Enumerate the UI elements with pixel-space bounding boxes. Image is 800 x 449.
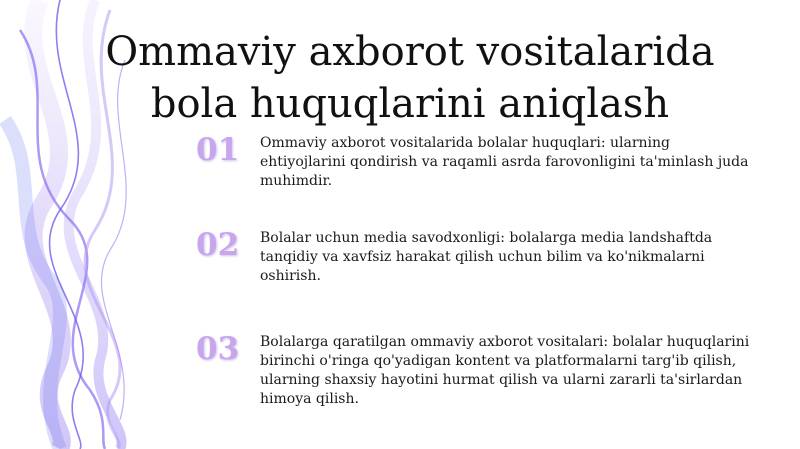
item-number: 03	[196, 331, 240, 367]
item-text: Bolalar uchun media savodxonligi: bolalarga media landshaftda tanqidiy va xavfsiz harakat qilish uchun bilim va ko'nikmalarni oshirish.	[260, 230, 713, 284]
item-number: 02	[196, 227, 240, 263]
item-text: Ommaviy axborot vositalarida bolalar huquqlari: ularning ehtiyojlarini qondirish va raqamli asrda farovonligini ta'minlash juda muhimdir.	[260, 135, 749, 189]
slide-title: Ommaviy axborot vositalarida bola huquqlarini aniqlash	[105, 29, 715, 127]
item-number: 01	[196, 132, 240, 168]
item-text: Bolalarga qaratilgan ommaviy axborot vositalari: bolalar huquqlarini birinchi o'ringa qo'yadigan kontent va platformalarni targ'ib qilish, ularning shaxsiy hayotini hurmat qilish va ularni zararli ta'sirlardan himoya qilish.	[260, 334, 750, 407]
